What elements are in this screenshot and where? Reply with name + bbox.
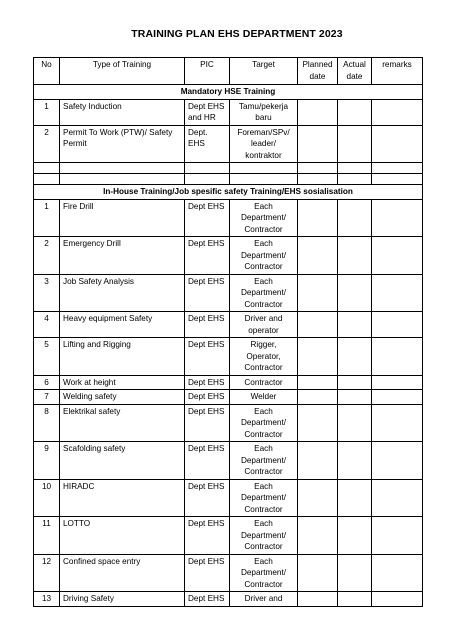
blank-cell (34, 174, 60, 185)
header-no: No (34, 58, 60, 85)
row-number: 6 (34, 375, 60, 390)
training-type: Heavy equipment Safety (60, 312, 185, 338)
target-cell: Each Department/ Contractor (230, 517, 298, 555)
actual-date-cell (338, 99, 372, 125)
pic-cell: Dept EHS (185, 592, 230, 607)
planned-date-cell (298, 199, 338, 237)
training-plan-table (33, 57, 423, 607)
actual-date-cell (338, 237, 372, 275)
target-cell: Tamu/pekerja baru (230, 99, 298, 125)
remarks-cell (372, 517, 423, 555)
training-type: Confined space entry (60, 554, 185, 592)
blank-cell (34, 163, 60, 174)
training-type: Emergency Drill (60, 237, 185, 275)
planned-date-cell (298, 592, 338, 607)
row-number: 1 (34, 99, 60, 125)
table-row (34, 274, 423, 312)
planned-date-cell (298, 517, 338, 555)
planned-date-cell (298, 274, 338, 312)
training-type: Job Safety Analysis (60, 274, 185, 312)
remarks-cell (372, 592, 423, 607)
remarks-cell (372, 375, 423, 390)
blank-cell (338, 163, 372, 174)
target-cell: Rigger, Operator, Contractor (230, 338, 298, 376)
blank-cell (298, 163, 338, 174)
remarks-cell (372, 312, 423, 338)
table-row (34, 99, 423, 125)
remarks-cell (372, 99, 423, 125)
blank-row (34, 163, 423, 174)
planned-date-cell (298, 479, 338, 517)
actual-date-cell (338, 338, 372, 376)
blank-cell (338, 174, 372, 185)
planned-date-cell (298, 375, 338, 390)
row-number: 10 (34, 479, 60, 517)
target-cell: Welder (230, 390, 298, 405)
target-cell: Each Department/ Contractor (230, 554, 298, 592)
actual-date-cell (338, 274, 372, 312)
section-header-row (34, 85, 423, 100)
header-remarks: remarks (372, 58, 423, 85)
table-row (34, 442, 423, 480)
actual-date-cell (338, 125, 372, 163)
actual-date-cell (338, 375, 372, 390)
target-cell: Driver and operator (230, 312, 298, 338)
blank-cell (372, 163, 423, 174)
planned-date-cell (298, 442, 338, 480)
table-row (34, 592, 423, 607)
actual-date-cell (338, 592, 372, 607)
header-planned-date: Planned date (298, 58, 338, 85)
planned-date-cell (298, 554, 338, 592)
remarks-cell (372, 554, 423, 592)
target-cell: Driver and (230, 592, 298, 607)
actual-date-cell (338, 479, 372, 517)
remarks-cell (372, 237, 423, 275)
target-cell: Contractor (230, 375, 298, 390)
pic-cell: Dept EHS (185, 442, 230, 480)
remarks-cell (372, 125, 423, 163)
training-type: Work at height (60, 375, 185, 390)
row-number: 11 (34, 517, 60, 555)
remarks-cell (372, 479, 423, 517)
training-type: Lifting and Rigging (60, 338, 185, 376)
table-row (34, 338, 423, 376)
planned-date-cell (298, 312, 338, 338)
training-type: Permit To Work (PTW)/ Safety Permit (60, 125, 185, 163)
blank-row (34, 174, 423, 185)
planned-date-cell (298, 338, 338, 376)
row-number: 3 (34, 274, 60, 312)
actual-date-cell (338, 199, 372, 237)
target-cell: Each Department/ Contractor (230, 274, 298, 312)
remarks-cell (372, 404, 423, 442)
pic-cell: Dept EHS (185, 479, 230, 517)
target-cell: Each Department/ Contractor (230, 479, 298, 517)
row-number: 7 (34, 390, 60, 405)
row-number: 2 (34, 125, 60, 163)
planned-date-cell (298, 125, 338, 163)
training-type: HIRADC (60, 479, 185, 517)
training-type: Safety Induction (60, 99, 185, 125)
planned-date-cell (298, 99, 338, 125)
training-type: Scafolding safety (60, 442, 185, 480)
pic-cell: Dept EHS and HR (185, 99, 230, 125)
remarks-cell (372, 199, 423, 237)
table-row (34, 312, 423, 338)
row-number: 1 (34, 199, 60, 237)
training-type: Driving Safety (60, 592, 185, 607)
target-cell: Each Department/ Contractor (230, 237, 298, 275)
actual-date-cell (338, 404, 372, 442)
header-type: Type of Training (60, 58, 185, 85)
target-cell: Each Department/ Contractor (230, 442, 298, 480)
table-row (34, 517, 423, 555)
section-header-row (34, 185, 423, 200)
row-number: 2 (34, 237, 60, 275)
blank-cell (298, 174, 338, 185)
table-row (34, 554, 423, 592)
header-target: Target (230, 58, 298, 85)
pic-cell: Dept EHS (185, 517, 230, 555)
table-row (34, 199, 423, 237)
table-row (34, 479, 423, 517)
remarks-cell (372, 274, 423, 312)
table-row (34, 125, 423, 163)
target-cell: Each Department/ Contractor (230, 199, 298, 237)
target-cell: Each Department/ Contractor (230, 404, 298, 442)
row-number: 8 (34, 404, 60, 442)
planned-date-cell (298, 390, 338, 405)
header-pic: PIC (185, 58, 230, 85)
actual-date-cell (338, 312, 372, 338)
blank-cell (185, 174, 230, 185)
actual-date-cell (338, 554, 372, 592)
target-cell: Foreman/SPv/ leader/ kontraktor (230, 125, 298, 163)
planned-date-cell (298, 237, 338, 275)
table-row (34, 390, 423, 405)
blank-cell (230, 163, 298, 174)
training-type: Elektrikal safety (60, 404, 185, 442)
pic-cell: Dept EHS (185, 237, 230, 275)
table-row (34, 237, 423, 275)
remarks-cell (372, 338, 423, 376)
actual-date-cell (338, 517, 372, 555)
training-type: LOTTO (60, 517, 185, 555)
row-number: 4 (34, 312, 60, 338)
table-row (34, 375, 423, 390)
row-number: 13 (34, 592, 60, 607)
document-title: TRAINING PLAN EHS DEPARTMENT 2023 (131, 28, 343, 40)
pic-cell: Dept EHS (185, 390, 230, 405)
remarks-cell (372, 390, 423, 405)
pic-cell: Dept EHS (185, 312, 230, 338)
row-number: 5 (34, 338, 60, 376)
blank-cell (372, 174, 423, 185)
actual-date-cell (338, 390, 372, 405)
training-type: Fire Drill (60, 199, 185, 237)
planned-date-cell (298, 404, 338, 442)
blank-cell (60, 163, 185, 174)
row-number: 12 (34, 554, 60, 592)
actual-date-cell (338, 442, 372, 480)
pic-cell: Dept. EHS (185, 125, 230, 163)
section-title: In-House Training/Job spesific safety Training/EHS sosialisation (34, 185, 423, 200)
blank-cell (185, 163, 230, 174)
training-type: Welding safety (60, 390, 185, 405)
pic-cell: Dept EHS (185, 338, 230, 376)
pic-cell: Dept EHS (185, 375, 230, 390)
blank-cell (60, 174, 185, 185)
table-row (34, 404, 423, 442)
pic-cell: Dept EHS (185, 404, 230, 442)
remarks-cell (372, 442, 423, 480)
blank-cell (230, 174, 298, 185)
header-row (34, 58, 423, 85)
pic-cell: Dept EHS (185, 274, 230, 312)
header-actual-date: Actual date (338, 58, 372, 85)
pic-cell: Dept EHS (185, 554, 230, 592)
pic-cell: Dept EHS (185, 199, 230, 237)
row-number: 9 (34, 442, 60, 480)
section-title: Mandatory HSE Training (34, 85, 423, 100)
